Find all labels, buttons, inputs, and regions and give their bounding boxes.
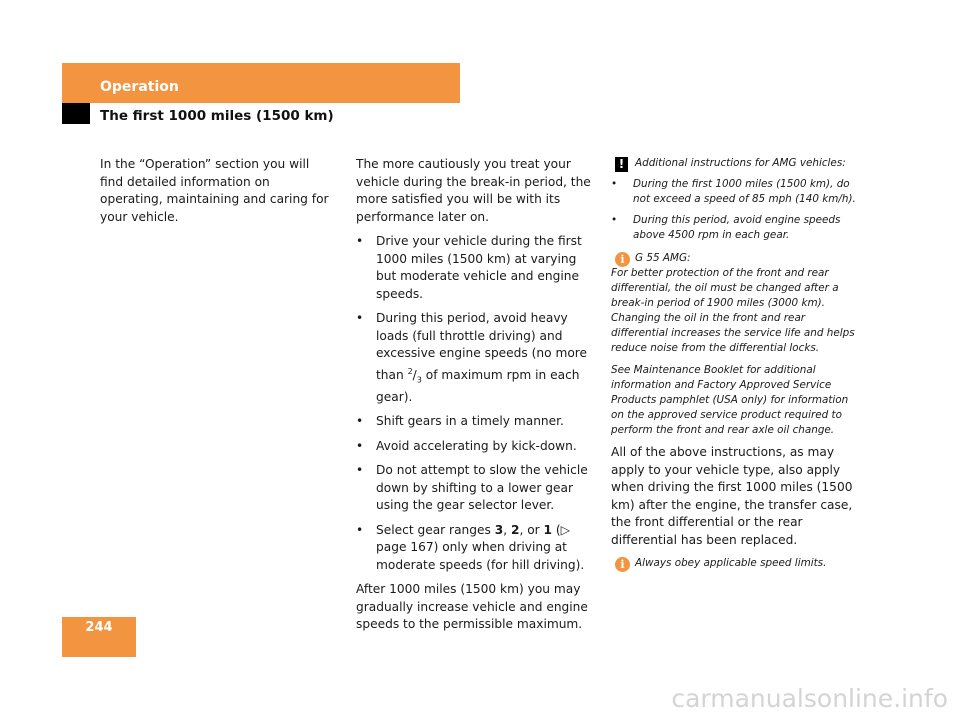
section-marker bbox=[62, 103, 90, 124]
bullet-icon: • bbox=[611, 214, 618, 226]
gear-1: 1 bbox=[543, 522, 553, 537]
list-item: • Select gear ranges 3, 2, or 1 (▷ page 167) only when driving at moderate speeds (for hill driving). bbox=[356, 522, 585, 572]
info-icon: i bbox=[615, 252, 630, 267]
gear-2: 2 bbox=[510, 522, 520, 537]
warning-heading: Additional instructions for AMG vehicles: bbox=[635, 157, 846, 169]
breakin-outro: After 1000 miles (1500 km) you may gradually increase vehicle and engine speeds to the permissible maximum. bbox=[356, 582, 588, 631]
watermark: carmanualsonline.info bbox=[671, 684, 948, 713]
info-paragraph: Changing the oil in the front and rear differential increases the service life and helps reduce noise from the differential locks. bbox=[611, 312, 855, 354]
speed-info-note bbox=[611, 556, 859, 571]
bullet-icon: • bbox=[611, 178, 618, 190]
info-paragraph: For better protection of the front and rear differential, the oil must be changed after a break-in period of 1900 miles (3000 km). bbox=[611, 267, 839, 309]
bullet-icon: • bbox=[356, 234, 364, 248]
fraction: $^2/_3$ bbox=[407, 366, 422, 384]
warning-icon: ! bbox=[615, 157, 628, 172]
info-heading: G 55 AMG: bbox=[635, 252, 691, 264]
info-icon: i bbox=[615, 557, 630, 572]
info-text: Always obey applicable speed limits. bbox=[635, 557, 827, 569]
list-item: • During the first 1000 miles (1500 km), do not exceed a speed of 85 mph (140 km/h). bbox=[611, 178, 856, 205]
info-paragraph: See Maintenance Booklet for additional information and Factory Approved Service Products pamphlet (USA only) for information on the approved service product required to perform the front and rear axle oil change. bbox=[611, 364, 849, 436]
breakin-list bbox=[356, 233, 596, 574]
amg-warning-note bbox=[611, 156, 859, 243]
list-item: • Do not attempt to slow the vehicle down by shifting to a lower gear using the gear selector lever. bbox=[356, 463, 588, 512]
section-title: Operation bbox=[100, 79, 179, 95]
list-item: • During this period, avoid engine speeds above 4500 rpm in each gear. bbox=[611, 214, 841, 241]
page-number: 244 bbox=[85, 620, 113, 635]
gear-3: 3 bbox=[494, 522, 504, 537]
column-middle bbox=[356, 156, 596, 641]
g55-info-note bbox=[611, 251, 859, 438]
bullet-icon: • bbox=[356, 414, 364, 428]
page-subtitle: The first 1000 miles (1500 km) bbox=[100, 108, 334, 124]
bullet-icon: • bbox=[356, 522, 364, 537]
bullet-icon: • bbox=[356, 311, 364, 325]
breakin-intro: The more cautiously you treat your vehicle during the break-in period, the more satisfied you will be with its performance later on. bbox=[356, 157, 591, 224]
column-left bbox=[100, 156, 335, 233]
page-reference: (▷ page 167) only when driving at moderate speeds (for hill driving). bbox=[376, 522, 585, 572]
replacement-paragraph: All of the above instructions, as may apply to your vehicle type, also apply when driving the first 1000 miles (1500 km) after the engine, the transfer case, the front differential or the rear differential has been replaced. bbox=[611, 445, 853, 547]
intro-paragraph: In the “Operation” section you will find detailed information on operating, maintaining and caring for your vehicle. bbox=[100, 157, 329, 224]
list-item: • Drive your vehicle during the first 1000 miles (1500 km) at varying but moderate vehicle and engine speeds. bbox=[356, 234, 582, 301]
list-item: • Shift gears in a timely manner. bbox=[356, 413, 596, 431]
bullet-icon: • bbox=[356, 463, 364, 477]
bullet-icon: • bbox=[356, 438, 364, 453]
list-item: • Avoid accelerating by kick-down. bbox=[356, 438, 596, 456]
list-item: • During this period, avoid heavy loads (full throttle driving) and excessive engine speeds (no more than $^2/_3$ of maximum rpm in each gear). bbox=[356, 311, 588, 404]
column-right bbox=[611, 156, 859, 577]
